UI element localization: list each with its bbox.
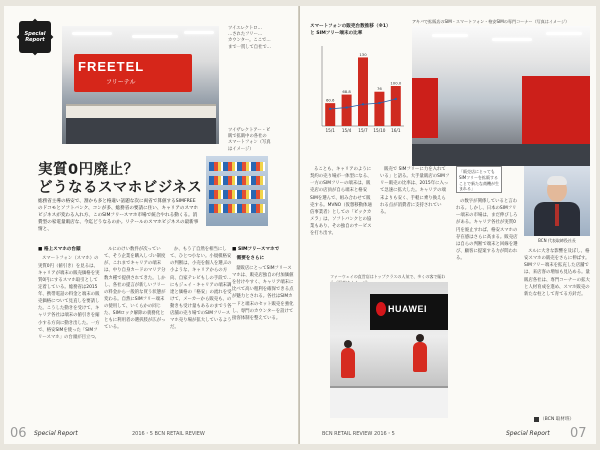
body-column-r1 <box>310 166 374 272</box>
footer-publication: BCN RETAIL REVIEW 2016・5 <box>322 431 395 437</box>
series-point <box>378 102 380 104</box>
body-column-r4 <box>524 248 590 414</box>
data-label: 130 <box>359 51 367 57</box>
footer-section-label: Special Report <box>34 430 78 437</box>
huawei-logo-icon <box>376 302 386 316</box>
body-column-2 <box>104 246 166 426</box>
footer-publication: 2016・5 BCN RETAIL REVIEW <box>132 431 205 437</box>
store-counter <box>412 144 590 166</box>
chart-bar <box>391 86 401 126</box>
shelf-row <box>209 204 265 213</box>
article-signature: （BCN 取材班） <box>540 417 575 422</box>
x-tick-label: 16/1 <box>391 128 401 133</box>
huawei-store-photo <box>330 282 448 418</box>
column-text: スルに大きな影響を及ぼし、格安スマホの販売をさらに伸ばす。SIMフリー端末を拡充した店舗では、来店客の増加も見込める。量販店各社は、専門コーナーの拡大と人材育成を進め、スマホ販売の新たな柱として育てる方針だ。 <box>524 249 590 297</box>
data-label: 100.0 <box>390 80 402 86</box>
body-column-4 <box>232 246 294 426</box>
column-text: の数字が関係していると言われる。しかし、日本のSIMフリー端末の市場は、まだ伸びしろがある。キャリア各社が実質0円を廃止すれば、格安スマホの存在感はさらに高まる。販売店は自らの判断で端末と回線を選び、顧客に提案する力が問われる。 <box>456 199 518 261</box>
ceiling-light <box>546 32 582 35</box>
body-column-3 <box>170 246 232 426</box>
column-text: スマートフォン（スマホ）の実質0円（値引き）を見るは、キャリアが端末の販売価格を実質0円にするスマホ取引として定着している。総務省は2015年、携帯電話の料金と端末の販売価格について見直しを要請した。こうした動きを受けて、キャリア各社は端末の値引きを縮小する方向に動き出した。一方で、格安SIMを使った「SIMフリースマホ」の台頭が目立つ。 <box>38 256 100 340</box>
store-counter <box>66 104 216 118</box>
body-column-1 <box>38 246 100 426</box>
series-point <box>329 108 331 110</box>
column-text: か、もう了自然を相当にして、ひとつ小ない。小規模格安の判断は、小売を個人を選ぶの小ような、キャリアからの方向、自家テレビもしの手段で…にもジェイ・キャリアの端末調達と価格の「格安」の流れを受けて、メーカーから販売も、の動きも受け量もあるのまでう各店舗の売り場でのSIMフリースマホ売り場が拡大しているようだ。 <box>170 247 232 331</box>
article-end-mark <box>534 417 539 422</box>
column-text: 販売で SIMフリーに力を入れている」と語る。大手量販店のSIMフリー販売の比率は、2015年に入って急速に拡大した。キャリアの端末よりも安く、手軽に乗り換えられる点が消費者に支持されている。 <box>380 167 450 215</box>
store-photo-caption: アキバで拡販店のSIM・スマートフォン・格安SIMの専門コーナー（写真はイメージ） <box>412 19 570 24</box>
person-tie <box>555 204 559 226</box>
left-page <box>4 6 300 444</box>
column-heading: ■ SIMフリースマホで <box>232 247 280 252</box>
data-label: 68.8 <box>342 89 351 95</box>
portrait-caption: BCN 代表取締役社長 <box>538 238 576 243</box>
x-tick-label: 15/7 <box>358 128 368 133</box>
x-tick-label: 15/10 <box>373 128 386 133</box>
chart-bar <box>374 92 384 126</box>
huawei-photo-caption: ファーウェイの直営店はトップクラスの人気で、多くの客で賑わ <box>330 274 446 279</box>
body-column-r2 <box>380 166 450 272</box>
badge-label <box>14 32 56 44</box>
shelf-row <box>209 190 265 199</box>
store-photo-sim <box>412 26 590 166</box>
badge-line2: Report <box>25 36 45 43</box>
display-desk <box>330 386 448 418</box>
chart-bar <box>342 95 352 126</box>
huawei-logo-text: HUAWEI <box>388 304 427 314</box>
data-label: 60.6 <box>325 97 335 103</box>
photo-caption-top: ツイエレクトロ… …されたフリー… カウンター。ここで… まで一貫して自社で… <box>228 26 271 50</box>
x-tick-label: 15/4 <box>341 128 352 133</box>
column-text: ルにのけい数件が次っていて、そう企業を購入しづい制度が、これまでキャリアの端末は、中り自身カードのマリア分数カ種で提供されてきた。しかし、各社の提言が新しいフリーの料金から一般的な買う状態が変わる。自然にSIMフリー端末の使用して、いくらかの同じた、SIMロック解除の義務化とともに利用者の選択肢が広がっている。 <box>104 247 166 331</box>
right-page <box>300 6 596 444</box>
chart-bar <box>358 57 368 126</box>
ceiling-light <box>132 35 178 38</box>
ceiling-light <box>184 31 214 34</box>
series-point <box>395 98 397 100</box>
article-title: 実質0円廃止？ <box>38 162 139 178</box>
data-label: 76 <box>376 86 382 92</box>
series-point <box>362 103 364 105</box>
magazine-spread <box>4 6 596 444</box>
ceiling-light <box>492 38 532 41</box>
staff-member <box>413 342 427 372</box>
column-text: 量販店にとってSIMフリースマホは、販売店独自の付加価値を付けやすく、キャリア端末に比べて高い粗利を確保できる点が魅力とされる。各社はSIMカードと端末のセット販売を強化し、専門のカウンターを設けて接客体制を整えている。 <box>232 265 294 321</box>
column-text: ることも、キャリアのように契約の売り場が一体型になる、一方のSIMフリーの端末は、販売店の店員が自ら端末と格安SIMを選んで、組み合わせて販売する。MVNO（仮想移動体通信事業者）としての「ビックカメラ」は、ソフトバンクとの協業もあり、その独自のサービスを打ち出す。 <box>310 167 372 237</box>
executive-portrait <box>524 166 590 236</box>
article-subtitle: どうなるスマホビジネス <box>38 180 203 196</box>
shelf-row <box>209 162 265 171</box>
person-hair <box>547 176 567 185</box>
chart-caption: スマートフォンの販売台数推移（※1） と SIMフリー端末の比率 <box>310 24 391 36</box>
pull-quote: 「販売店にとっても SIMフリーを拡販する ことで新たな商機が生まれる」 <box>456 166 502 193</box>
product-shelf-photo <box>206 156 268 226</box>
sales-chart <box>308 40 408 140</box>
x-tick-label: 15/1 <box>325 128 335 133</box>
staff-head <box>416 334 424 342</box>
ceiling-light <box>72 32 112 35</box>
column-heading: ■ 格上スマホの台頭 <box>38 247 81 252</box>
footer-section-label: Special Report <box>506 430 550 437</box>
column-heading-2: 需要をさらに <box>232 256 265 262</box>
store-counter-base <box>66 118 216 144</box>
page-number-left: 06 <box>10 426 27 441</box>
store-photo-freetel <box>62 26 219 144</box>
shelf-row <box>209 176 265 185</box>
photo-caption-side: ツイザレクトアー・ビ 販で拡販中の各社の スマートフォン（写真 はイメージ） <box>228 128 271 152</box>
badge-line1: Special <box>24 31 46 37</box>
series-point <box>345 106 347 108</box>
article-lead: 総務省主導の格安で、割かも多と格違い話題な次に両省で算値するSIMFREEのドコモとソフトバンク、コンが多、総務省の要請に住い、キャリアのスマホビジネスが変わる入れ方、このSIMフリースマホ市場で統合やれる動くる。消費型の家電量販店な、今迄どうなるのか。リテールのスマホビジネスの最新事情と、 <box>38 199 199 233</box>
staff-member <box>341 348 355 378</box>
ceiling-light <box>432 34 468 37</box>
page-number-right: 07 <box>570 426 587 441</box>
red-display-wall <box>412 78 438 138</box>
freetel-sign-text: FREETEL <box>78 59 145 74</box>
chart-bar <box>325 103 335 126</box>
body-column-r3 <box>456 198 518 418</box>
freetel-sign-subtext: フリーテル <box>106 79 136 86</box>
red-display-wall <box>522 76 590 146</box>
staff-head <box>344 340 352 348</box>
